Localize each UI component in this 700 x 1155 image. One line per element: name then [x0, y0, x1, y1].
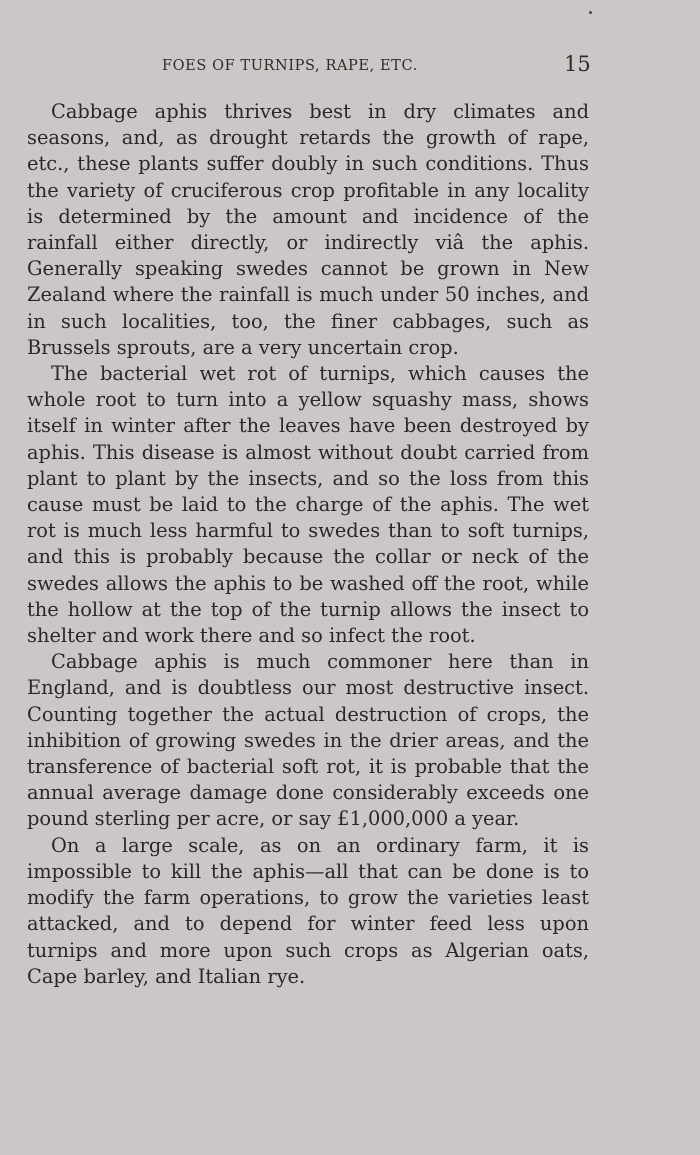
paragraph-4: On a large scale, as on an ordinary farm, it is impossible to kill the aphis—all that can be done is to modify the farm operations, to grow the varieties least attacked, and to depend for winter feed less upon turnips and more upon such crops as Algerian oats, Cape barley, and Italian rye.	[27, 833, 589, 988]
paragraph-1: Cabbage aphis thrives best in dry climates and seasons, and, as drought retards the growth of rape, etc., these plants suffer doubly in such conditions. Thus the variety of cruciferous crop profitable in any locality is determined by the amount and incidence of the rainfall either directly, or indirectly viâ the aphis. Generally speaking swedes cannot be grown in New Zealand where the rainfall is much under 50 inches, and in such localities, too, the finer cabbages, such as Brussels sprouts, are a very uncertain crop.	[27, 100, 589, 359]
paragraph-2: The bacterial wet rot of turnips, which causes the whole root to turn into a yellow squashy mass, shows itself in winter after the leaves have been destroyed by aphis. This disease is almost without doubt carried from plant to plant by the insects, and so the loss from this cause must be laid to the charge of the aphis. The wet rot is much less harmful to swedes than to soft turnips, and this is probably because the collar or neck of the swedes allows the aphis to be washed off the root, while the hollow at the top of the turnip allows the insect to shelter and work there and so infect the root.	[27, 362, 589, 648]
page-number: 15	[564, 52, 591, 76]
ink-speck	[589, 11, 592, 14]
running-head	[0, 52, 700, 76]
running-title: FOES OF TURNIPS, RAPE, ETC.	[162, 58, 418, 74]
body-text	[27, 99, 589, 990]
paragraph-3: Cabbage aphis is much commoner here than in England, and is doubtless our most destructive insect. Counting together the actual destruction of crops, the inhibition of growing swedes in the drier areas, and the transference of bacterial soft rot, it is probable that the annual average damage done considerably exceeds one pound sterling per acre, or say £1,000,000 a year.	[27, 650, 589, 831]
